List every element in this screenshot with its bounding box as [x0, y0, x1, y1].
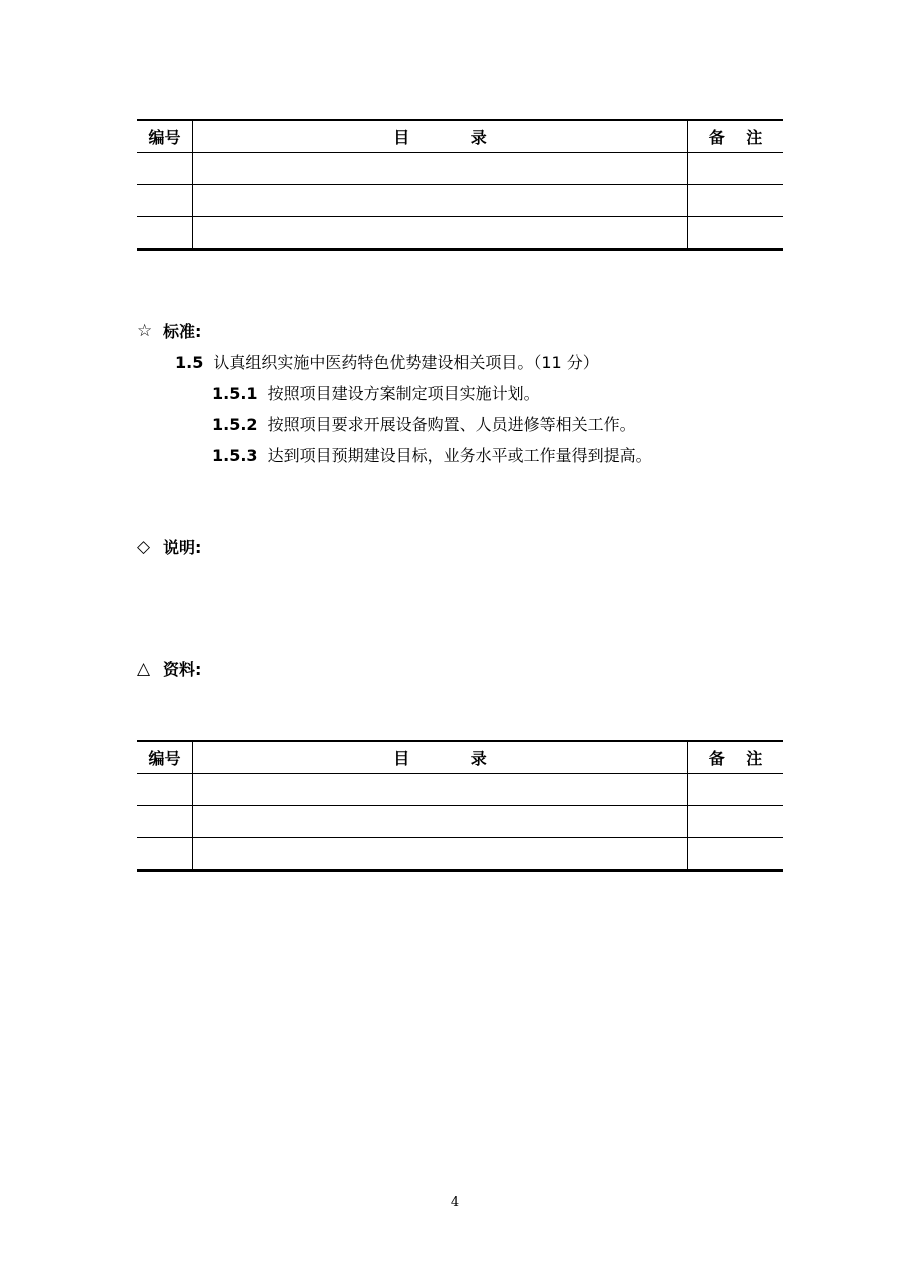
- diamond-icon: ◇: [137, 536, 151, 557]
- subitem-text: 按照项目建设方案制定项目实施计划。: [267, 384, 540, 403]
- star-icon: ☆: [137, 320, 153, 341]
- subitem-number: 1.5.2: [212, 415, 258, 434]
- header-num: 编号: [137, 120, 193, 153]
- explanation-label: 说明:: [163, 538, 202, 557]
- subitem-text: 按照项目要求开展设备购置、人员进修等相关工作。: [267, 415, 636, 434]
- table-row: [137, 806, 783, 838]
- table-row: [137, 217, 783, 250]
- table-header-row: [137, 120, 783, 153]
- item-text: 认真组织实施中医药特色优势建设相关项目。（11 分）: [213, 353, 599, 372]
- subitem-text: 达到项目预期建设目标，业务水平或工作量得到提高。: [267, 446, 652, 465]
- table-row: [137, 838, 783, 871]
- header-remarks: 备 注: [688, 741, 784, 774]
- table-row: [137, 153, 783, 185]
- materials-heading: [137, 657, 201, 680]
- table-row: [137, 774, 783, 806]
- triangle-icon: △: [137, 658, 151, 679]
- header-contents: 目 录: [193, 741, 688, 774]
- bottom-records-table: [137, 740, 783, 872]
- subitem-number: 1.5.1: [212, 384, 258, 403]
- standard-label: 标准:: [163, 322, 202, 341]
- header-contents: 目 录: [193, 120, 688, 153]
- header-remarks: 备 注: [688, 120, 784, 153]
- materials-label: 资料:: [163, 660, 202, 679]
- subitem-number: 1.5.3: [212, 446, 258, 465]
- table-header-row: [137, 741, 783, 774]
- standard-subitem: [212, 443, 652, 466]
- explanation-heading: [137, 535, 201, 558]
- top-records-table: [137, 119, 783, 251]
- page-number: 4: [450, 1195, 460, 1210]
- item-number: 1.5: [175, 353, 204, 372]
- standard-item: [175, 350, 599, 373]
- standard-heading: [137, 319, 201, 342]
- standard-subitem: [212, 381, 540, 404]
- header-num: 编号: [137, 741, 193, 774]
- table-row: [137, 185, 783, 217]
- standard-subitem: [212, 412, 636, 435]
